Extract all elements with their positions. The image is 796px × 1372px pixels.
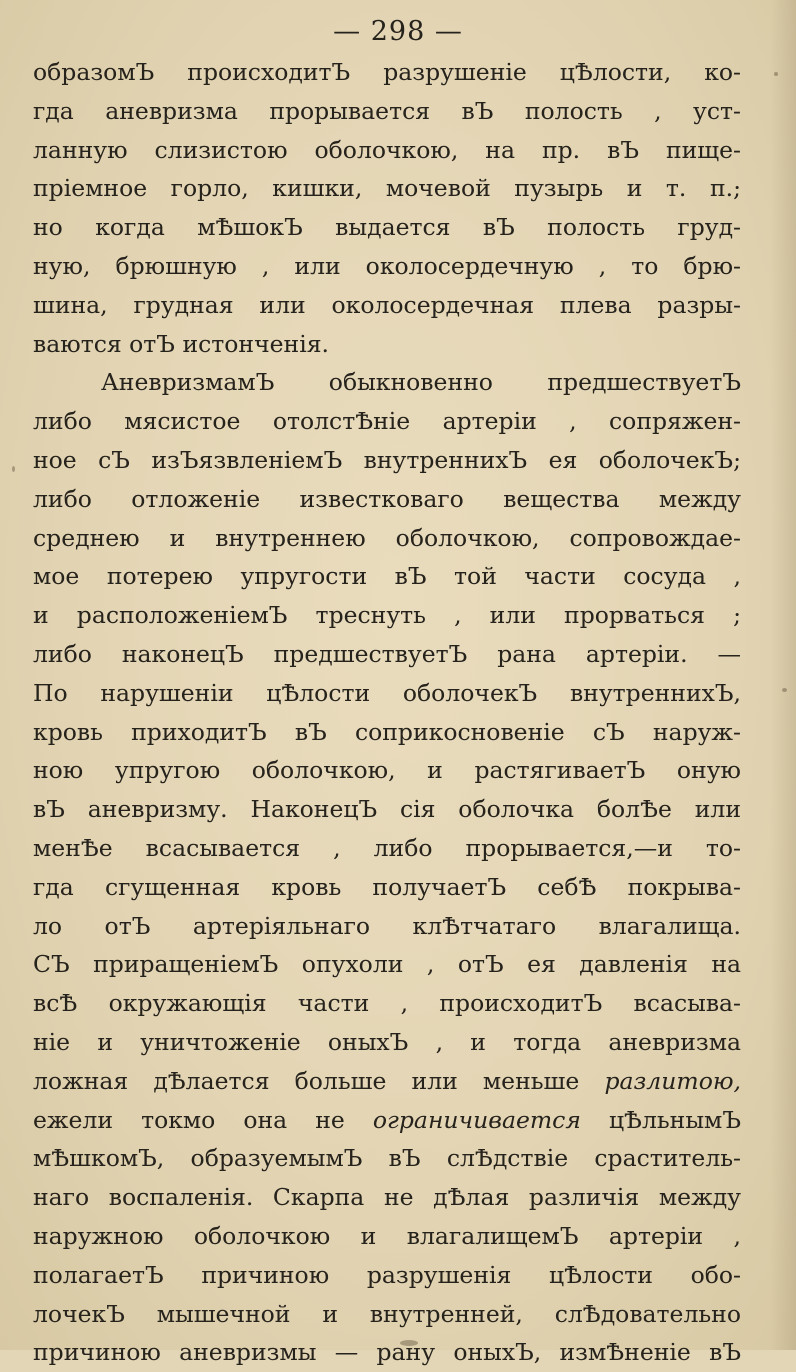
text-line: менѢе всасывается , либо прорывается,—и то- — [33, 833, 741, 862]
text-line: наружною оболочкою и влагалищемЪ артеріи , — [33, 1221, 741, 1250]
text-line: мое потерею упругости вЪ той части сосуда , — [33, 562, 741, 591]
text-line: мѢшкомЪ, образуемымЪ вЪ слѢдствіе сраститель- — [33, 1144, 741, 1173]
text-line: и расположеніемЪ треснуть , или прорваться ; — [33, 601, 741, 630]
text-line: вЪ аневризму. НаконецЪ сія оболочка болѢе или — [33, 795, 741, 824]
text-line: либо наконецЪ предшествуетЪ рана артеріи. — — [33, 639, 741, 668]
text-segment: ложная дѢлается больше или меньше — [33, 1066, 605, 1095]
text-line: но когда мѢшокЪ выдается вЪ полость груд- — [33, 213, 741, 242]
paragraph-first-line: АневризмамЪ обыкновенно предшествуетЪ — [101, 368, 741, 397]
text-line: ло отЪ артеріяльнаго клѢтчатаго влагалища. — [33, 911, 741, 940]
text-line: ное сЪ изЪязвленіемЪ внутреннихЪ ея оболочекЪ; — [33, 445, 741, 474]
page-number: — 298 — — [333, 16, 463, 47]
text-line: либо отложеніе известковаго вещества между — [33, 484, 741, 513]
text-line: гда аневризма прорывается вЪ полость , уст- — [33, 96, 741, 125]
text-line-with-italic — [33, 1101, 741, 1140]
text-line-with-italic — [33, 1062, 741, 1101]
text-segment: цѢльнымЪ — [580, 1105, 741, 1134]
paragraph-last-line: ваются отЪ истонченія. — [33, 329, 329, 358]
text-line: среднею и внутреннею оболочкою, сопровождае- — [33, 523, 741, 552]
ink-speck — [400, 1340, 418, 1346]
text-line: шина, грудная или околосердечная плева разры- — [33, 290, 741, 319]
text-line: пріемное горло, кишки, мочевой пузырь и т. п.; — [33, 174, 741, 203]
text-line: полагаетЪ причиною разрушенія цѢлости обо- — [33, 1260, 741, 1289]
ink-speck — [782, 688, 787, 692]
text-segment: ежели токмо она не — [33, 1105, 373, 1134]
ink-speck — [774, 72, 778, 76]
text-line: СЪ приращеніемЪ опухоли , отЪ ея давленія на — [33, 950, 741, 979]
text-line: наго воспаленія. Скарпа не дѢлая различія между — [33, 1183, 741, 1212]
text-line: ною упругою оболочкою, и растягиваетЪ оную — [33, 756, 741, 785]
page-edge-shadow — [770, 0, 796, 1350]
text-line: причиною аневризмы — рану оныхЪ, измѢненіе вЪ — [33, 1338, 741, 1367]
text-line: образомЪ происходитЪ разрушеніе цѢлости, ко- — [33, 58, 741, 86]
text-line: ланную слизистою оболочкою, на пр. вЪ пище- — [33, 135, 741, 164]
italic-term: ограничивается — [372, 1105, 581, 1134]
text-line: ніе и уничтоженіе оныхЪ , и тогда аневризма — [33, 1027, 741, 1056]
text-line: либо мясистое отолстѢніе артеріи , сопряжен- — [33, 407, 741, 436]
italic-term: разлитою, — [604, 1066, 741, 1095]
text-line: гда сгущенная кровь получаетЪ себѢ покрыва- — [33, 872, 741, 901]
ink-speck — [12, 466, 15, 472]
text-line: По нарушеніи цѢлости оболочекЪ внутреннихЪ, — [33, 678, 741, 707]
text-line: лочекЪ мышечной и внутренней, слѢдовательно — [33, 1299, 741, 1328]
body-text — [33, 53, 741, 1372]
text-line: ную, брюшную , или околосердечную , то брю- — [33, 251, 741, 280]
text-line: кровь приходитЪ вЪ соприкосновеніе сЪ наруж- — [33, 717, 741, 746]
text-line: всѢ окружающія части , происходитЪ всасыва- — [33, 989, 741, 1018]
